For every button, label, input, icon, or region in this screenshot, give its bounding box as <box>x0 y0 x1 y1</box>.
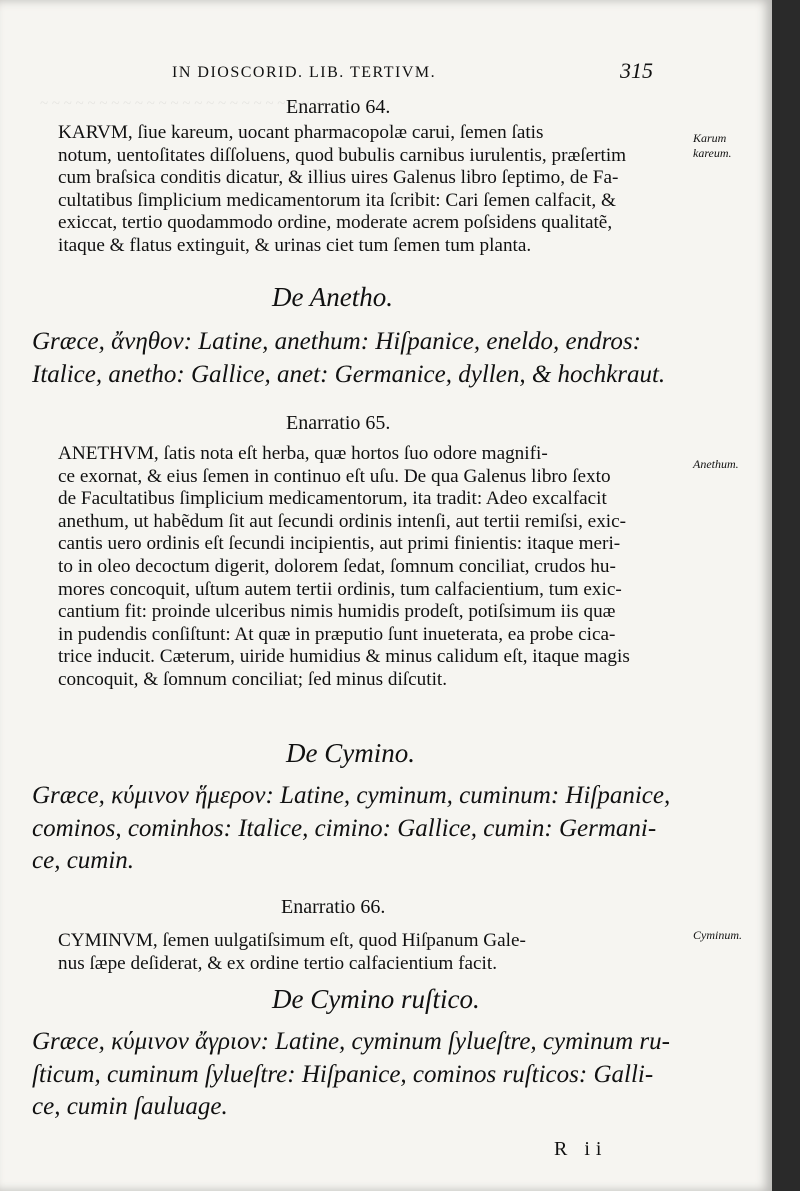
paragraph-line: trice inducit. Cæterum, uiride humidius & minus calidum eſt, itaque magis <box>58 646 630 668</box>
enarratio-65-heading: Enarratio 65. <box>286 412 391 434</box>
synonym-line: ce, cumin ſauluage. <box>32 1093 228 1120</box>
margin-note-line: Karum <box>693 131 727 145</box>
karum-paragraph <box>58 122 690 258</box>
paragraph-line: itaque & flatus extinguit, & urinas ciet tum ſemen tum planta. <box>58 234 532 256</box>
synonym-line: Italice, anetho: Gallice, anet: Germanice, dyllen, & hochkraut. <box>32 360 666 388</box>
paragraph-line: ANETHVM, ſatis nota eſt herba, quæ hortos ſuo odore magnifi- <box>58 443 548 464</box>
de-cymino-rustico-title: De Cymino ruſtico. <box>272 984 480 1014</box>
paragraph-line: cantium fit: proinde ulceribus nimis humidis prodeſt, potiſsimum iis quæ <box>58 601 616 623</box>
anethum-paragraph <box>58 443 690 692</box>
paragraph-line: KARVM, ſiue kareum, uocant pharmacopolæ carui, ſemen ſatis <box>58 122 544 143</box>
paragraph-line: mores concoquit, uſtum autem tertii ordinis, tum calfacientium, tum exic- <box>58 578 622 600</box>
running-head: IN DIOSCORID. LIB. TERTIVM. <box>172 64 437 81</box>
signature-mark: R ii <box>554 1138 608 1160</box>
paragraph-line: ce exornat, & eius ſemen in continuo eſt uſu. De qua Galenus libro ſexto <box>58 465 611 487</box>
paragraph-line: notum, uentoſitates diſſoluens, quod bubulis carnibus iurulentis, præſertim <box>58 144 627 166</box>
paragraph-line: de Facultatibus ſimplicium medicamentorum, ita tradit: Adeo excalfacit <box>58 488 607 510</box>
paragraph-line: concoquit, & ſomnum conciliat; ſed minus diſcutit. <box>58 668 448 690</box>
enarratio-64-heading: Enarratio 64. <box>286 96 391 118</box>
anetho-synonyms <box>32 326 692 391</box>
de-anetho-title: De Anetho. <box>272 282 393 312</box>
synonym-line: Græce, κύμινον ἥμερον: Latine, cyminum, cuminum: Hiſpanice, <box>32 782 671 809</box>
cymino-synonyms <box>32 780 692 878</box>
enarratio-66-heading: Enarratio 66. <box>281 896 386 918</box>
cyminum-paragraph <box>58 930 690 975</box>
bleed-through-decoration: ~ ~ ~ ~ ~ ~ ~ ~ ~ ~ ~ ~ ~ ~ ~ ~ ~ ~ ~ ~ ~ ~ ~ ~ <box>40 96 322 112</box>
margin-note-karum <box>693 131 732 161</box>
rustico-synonyms <box>32 1026 692 1124</box>
page-number: 315 <box>620 58 653 83</box>
paragraph-line: in pudendis conſiſtunt: At quæ in præputio ſunt inueterata, ea probe cica- <box>58 623 616 645</box>
synonym-line: Græce, κύμινον ἄγριον: Latine, cyminum ſylueſtre, cyminum ru- <box>32 1028 670 1055</box>
margin-note-cyminum: Cyminum. <box>693 928 742 942</box>
paragraph-line: exiccat, tertio quodammodo ordine, moderate acrem poſsidens qualitatẽ, <box>58 212 613 234</box>
paragraph-line: nus ſæpe deſiderat, & ex ordine tertio calfacientium facit. <box>58 952 498 974</box>
paragraph-line: cantis uero ordinis eſt ſecundi incipientis, aut primi finientis: itaque meri- <box>58 533 621 555</box>
de-cymino-title: De Cymino. <box>286 738 415 768</box>
paragraph-line: cultatibus ſimplicium medicamentorum ita ſcribit: Cari ſemen calfacit, & <box>58 189 616 211</box>
paragraph-line: CYMINVM, ſemen uulgatiſsimum eſt, quod Hiſpanum Gale- <box>58 930 526 951</box>
paragraph-line: anethum, ut habẽdum ſit aut ſecundi ordinis intenſi, aut tertii remiſsi, exic- <box>58 510 627 532</box>
margin-note-anethum: Anethum. <box>693 457 739 471</box>
synonym-line: Græce, ἄνηθον: Latine, anethum: Hiſpanice, eneldo, endros: <box>32 328 641 355</box>
synonym-line: cominos, cominhos: Italice, cimino: Gallice, cumin: Germani- <box>32 814 657 842</box>
margin-note-line: kareum. <box>693 146 732 160</box>
paragraph-line: to in oleo decoctum digerit, dolorem ſedat, ſomnum conciliat, crudos hu- <box>58 555 616 577</box>
paragraph-line: cum braſsica conditis dicatur, & illius uires Galenus libro ſeptimo, de Fa- <box>58 167 619 189</box>
synonym-line: ce, cumin. <box>32 847 135 874</box>
synonym-line: ſticum, cuminum ſylueſtre: Hiſpanice, cominos ruſticos: Galli- <box>32 1060 654 1088</box>
